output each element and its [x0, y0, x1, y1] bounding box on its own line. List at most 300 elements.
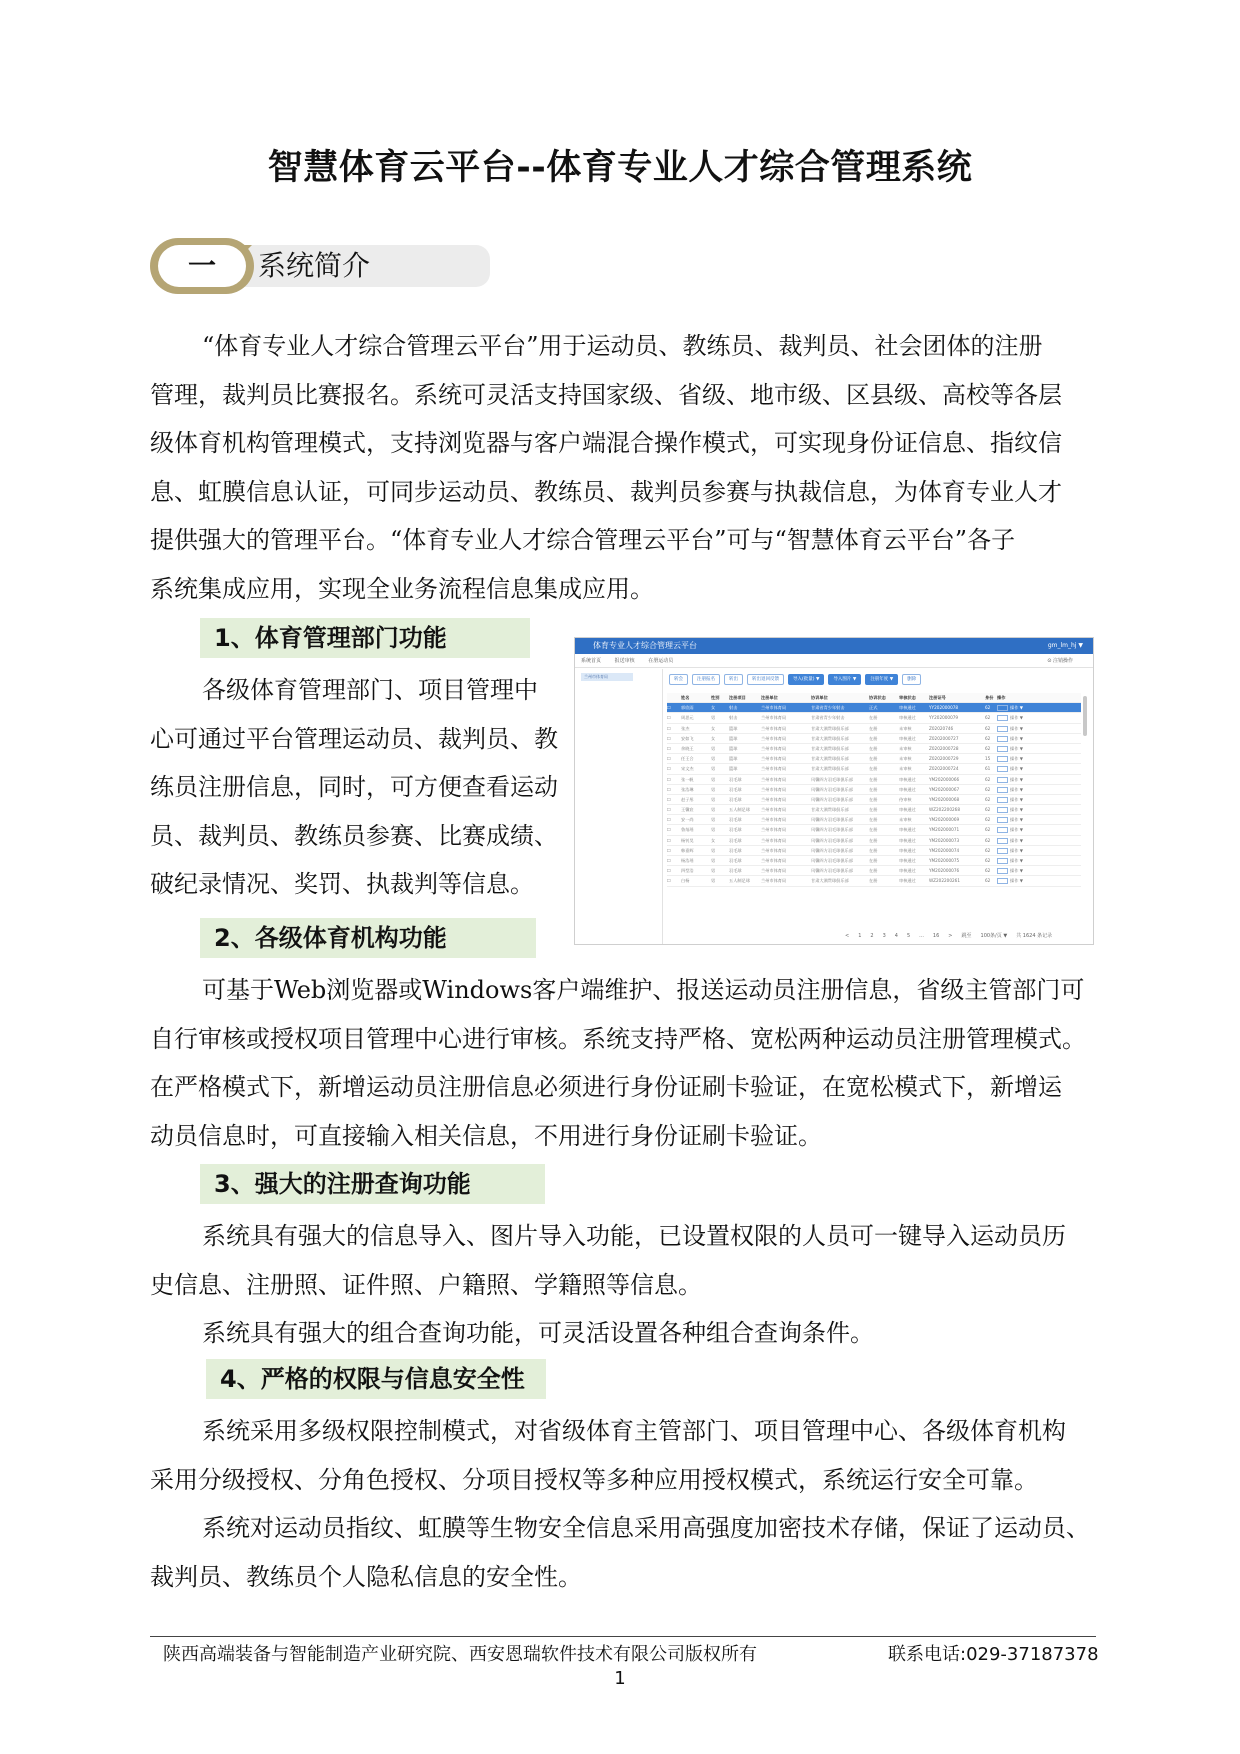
screenshot-op-tag [997, 797, 1008, 803]
screenshot-cell: ☐ [667, 817, 671, 823]
screenshot-cell: 操作 ▼ [997, 754, 1033, 764]
screenshot-cell: 甘肃省青少年射击 [811, 715, 845, 721]
screenshot-cell: 篮球 [729, 745, 738, 751]
screenshot-toolbar-button: 删除 [902, 674, 921, 685]
screenshot-cell: 审核通过 [899, 776, 916, 782]
feature-heading: 1、体育管理部门功能 [200, 618, 530, 658]
screenshot-cell: 羽毛球 [729, 786, 742, 792]
screenshot-cell: 五人制足球 [729, 878, 750, 884]
screenshot-cell: 男 [711, 817, 716, 823]
screenshot-pager-item: 共 1624 条记录 [1016, 933, 1053, 939]
screenshot-cell: Z0202000728 [929, 745, 959, 751]
screenshot-cell: 在册 [869, 868, 878, 874]
section-number: 一 [187, 249, 216, 282]
screenshot-pager-item: ... [919, 933, 924, 939]
screenshot-cell: 甘肃大满贯球俱乐部 [811, 807, 849, 813]
screenshot-table-row [667, 866, 1081, 876]
screenshot-cell: ☐ [667, 745, 671, 751]
screenshot-table-row [667, 876, 1081, 886]
screenshot-op-tag [997, 858, 1008, 864]
screenshot-cell: 正式 [869, 705, 878, 711]
screenshot-cell: 姓名 [681, 695, 690, 700]
intro-line: 管理，裁判员比赛报名。系统可灵活支持国家级、省级、地市级、区县级、高校等各层 [150, 380, 1062, 409]
screenshot-table-row [667, 846, 1081, 856]
screenshot-cell: 兰州市体育局 [761, 786, 787, 792]
screenshot-cell: 62 [985, 847, 991, 853]
screenshot-cell: 62 [985, 868, 991, 874]
screenshot-op-tag [997, 756, 1008, 762]
screenshot-cell: 操作 ▼ [997, 805, 1033, 815]
screenshot-cell: 操作 ▼ [997, 785, 1033, 795]
screenshot-op-tag [997, 827, 1008, 833]
app-screenshot [574, 637, 1094, 945]
screenshot-cell: 甘肃大满贯球俱乐部 [811, 878, 849, 884]
screenshot-cell: 62 [985, 776, 991, 782]
screenshot-cell: 未审核 [899, 817, 912, 823]
screenshot-cell: 在册 [869, 878, 878, 884]
screenshot-cell: 风馨四方羽毛球俱乐部 [811, 796, 853, 802]
screenshot-cell: 男 [711, 776, 716, 782]
screenshot-tabs [575, 654, 1093, 668]
feature-paragraph [150, 1212, 1090, 1358]
screenshot-table-row [667, 754, 1081, 764]
feature-line: 裁判员、教练员个人隐私信息的安全性。 [150, 1562, 582, 1591]
screenshot-op-tag [997, 807, 1008, 813]
screenshot-pager-item: 跳至 [961, 933, 972, 939]
screenshot-op-tag [997, 787, 1008, 793]
screenshot-cell: ☐ [667, 705, 671, 711]
intro-paragraph [150, 322, 1090, 613]
feature-paragraph [150, 1407, 1090, 1601]
screenshot-cell: 协训状态 [869, 695, 886, 700]
screenshot-cell: 62 [985, 796, 991, 802]
screenshot-cell: YY202000078 [929, 705, 959, 711]
screenshot-cell: 操作 ▼ [997, 775, 1033, 785]
screenshot-toolbar [669, 674, 925, 688]
screenshot-cell: 62 [985, 705, 991, 711]
screenshot-cell: 在册 [869, 796, 878, 802]
screenshot-pager-item: 1 [858, 933, 862, 939]
screenshot-cell: 甘肃省青少年射击 [811, 705, 845, 711]
screenshot-cell: YY202000079 [929, 715, 959, 721]
screenshot-cell: Z0202000724 [929, 766, 959, 772]
screenshot-cell: 风馨四方羽毛球俱乐部 [811, 817, 853, 823]
screenshot-cell: 王馨宸 [681, 807, 694, 813]
screenshot-op-tag [997, 817, 1008, 823]
screenshot-table-row [667, 815, 1081, 825]
screenshot-cell: 审核状态 [899, 695, 916, 700]
screenshot-cell: 羽毛球 [729, 817, 742, 823]
screenshot-cell: 操作 ▼ [997, 856, 1033, 866]
screenshot-cell: 在册 [869, 745, 878, 751]
screenshot-cell: ☐ [667, 776, 671, 782]
screenshot-cell: Z0202000727 [929, 735, 959, 741]
screenshot-cell: 羽毛球 [729, 837, 742, 843]
screenshot-cell: 篮球 [729, 756, 738, 762]
screenshot-cell: 甘肃大满贯球俱乐部 [811, 725, 849, 731]
feature-line: 采用分级授权、分角色授权、分项目授权等多种应用授权模式，系统运行安全可靠。 [150, 1465, 1038, 1494]
footer-copyright: 陕西高端装备与智能制造产业研究院、西安恩瑞软件技术有限公司版权所有 [163, 1644, 757, 1665]
screenshot-toolbar-button: 注册报名 [692, 674, 720, 685]
screenshot-cell: 女 [711, 725, 716, 731]
screenshot-table-row [667, 734, 1081, 744]
screenshot-cell: 62 [985, 786, 991, 792]
screenshot-cell: 白杨 [681, 878, 690, 884]
screenshot-cell: 在册 [869, 776, 878, 782]
screenshot-tab: 报送审核 [614, 658, 635, 664]
screenshot-op-tag [997, 868, 1008, 874]
screenshot-cell: 62 [985, 827, 991, 833]
screenshot-cell: YM202000068 [929, 796, 960, 802]
screenshot-table-row [667, 703, 1081, 713]
screenshot-cell: 审核通过 [899, 807, 916, 813]
feature-line: 各级体育管理部门、项目管理中 [202, 676, 538, 704]
feature-line: 系统采用多级权限控制模式，对省级体育主管部门、项目管理中心、各级体育机构 [202, 1417, 1066, 1445]
screenshot-cell: 审核通过 [899, 786, 916, 792]
screenshot-op-tag [997, 777, 1008, 783]
screenshot-cell: 15 [985, 756, 991, 762]
screenshot-table-row [667, 805, 1081, 815]
screenshot-cell: 在册 [869, 766, 878, 772]
screenshot-op-tag [997, 726, 1008, 732]
screenshot-sidebar-item: 兰州市体育局 [581, 673, 633, 681]
screenshot-cell: 审核通过 [899, 878, 916, 884]
screenshot-cell: 风馨四方羽毛球俱乐部 [811, 827, 853, 833]
document-title: 智慧体育云平台--体育专业人才综合管理系统 [267, 148, 973, 188]
screenshot-cell: 兰州市体育局 [761, 878, 787, 884]
screenshot-cell: ☐ [667, 807, 671, 813]
screenshot-cell: 操作 ▼ [997, 876, 1033, 886]
screenshot-pager-item: 4 [894, 933, 898, 939]
screenshot-app-title: 体育专业人才综合管理云平台 [593, 641, 697, 650]
screenshot-pager-item: 5 [906, 933, 911, 939]
screenshot-cell: 张浩琳 [681, 786, 694, 792]
screenshot-cell: 羽毛球 [729, 776, 742, 782]
screenshot-cell: 宋文杰 [681, 766, 694, 772]
screenshot-cell: 兰州市体育局 [761, 827, 787, 833]
screenshot-pager-item: < [845, 933, 850, 939]
screenshot-cell: 羽毛球 [729, 858, 742, 863]
screenshot-cell: 审核通过 [899, 827, 916, 833]
screenshot-cell: 在册 [869, 827, 878, 833]
intro-line: 息、虹膜信息认证，可同步运动员、教练员、裁判员参赛与执裁信息，为体育专业人才 [150, 477, 1062, 506]
screenshot-cell: 郭欣雨 [681, 705, 694, 711]
screenshot-cell: 余晓王 [681, 745, 694, 751]
screenshot-cell: 杨浩瑶 [681, 858, 694, 863]
screenshot-cell: WZ202200261 [929, 878, 960, 884]
screenshot-cell: 操作 ▼ [997, 815, 1033, 825]
screenshot-cell: 61 [985, 766, 991, 772]
screenshot-cell: 未审核 [899, 725, 912, 731]
screenshot-cell: 待审核 [899, 796, 912, 802]
feature-line: 心可通过平台管理运动员、裁判员、教 [150, 724, 558, 753]
intro-line: “体育专业人才综合管理云平台”用于运动员、教练员、裁判员、社会团体的注册 [202, 332, 1043, 360]
feature-line: 练员注册信息，同时，可方便查看运动 [150, 773, 558, 801]
screenshot-cell: 男 [711, 858, 716, 863]
screenshot-user: gm_lm_hj ▼ [1047, 642, 1083, 649]
feature-paragraph [150, 666, 560, 909]
screenshot-cell: 张一帆 [681, 776, 694, 782]
screenshot-cell: 男 [711, 827, 716, 833]
screenshot-cell: 周思元 [681, 715, 694, 721]
screenshot-cell: 在册 [869, 847, 878, 853]
screenshot-cell: 兰州市体育局 [761, 715, 787, 721]
intro-line: 级体育机构管理模式，支持浏览器与客户端混合操作模式，可实现身份证信息、指纹信 [150, 429, 1062, 457]
screenshot-cell: ☐ [667, 725, 671, 731]
screenshot-cell: ☐ [667, 837, 671, 843]
screenshot-cell: ☐ [667, 715, 671, 721]
screenshot-cell: 未审核 [899, 756, 912, 762]
screenshot-cell: 兰州市体育局 [761, 847, 787, 853]
screenshot-cell: 操作 ▼ [997, 734, 1033, 744]
screenshot-cell: 兰州市体育局 [761, 776, 787, 782]
screenshot-cell: 在册 [869, 715, 878, 721]
screenshot-cell: 未审核 [899, 745, 912, 751]
feature-line: 史信息、注册照、证件照、户籍照、学籍照等信息。 [150, 1270, 702, 1299]
screenshot-cell: 未审核 [899, 766, 912, 772]
screenshot-cell: 风馨四方羽毛球俱乐部 [811, 776, 853, 782]
screenshot-cell: 风馨四方羽毛球俱乐部 [811, 868, 853, 874]
screenshot-cell: ☐ [667, 858, 671, 863]
screenshot-cell: YM202000066 [929, 776, 960, 782]
feature-paragraph [150, 966, 1090, 1160]
screenshot-table-header [667, 693, 1081, 703]
screenshot-op-tag [997, 838, 1008, 844]
screenshot-cell: 男 [711, 868, 716, 874]
feature-heading: 4、严格的权限与信息安全性 [206, 1359, 546, 1399]
screenshot-toolbar-button: 注册年度 ▼ [865, 674, 898, 685]
screenshot-pager-item: 3 [882, 933, 886, 939]
intro-line: 系统集成应用，实现全业务流程信息集成应用。 [150, 574, 654, 603]
screenshot-table-row [667, 775, 1081, 785]
screenshot-cell: 操作 ▼ [997, 866, 1033, 876]
screenshot-cell: 甘肃大满贯球俱乐部 [811, 735, 849, 741]
screenshot-cell: YM202000069 [929, 817, 960, 823]
screenshot-cell: 审核通过 [899, 715, 916, 721]
screenshot-table-row [667, 856, 1081, 866]
screenshot-table [667, 693, 1081, 887]
screenshot-cell: 审核通过 [899, 868, 916, 874]
screenshot-cell: 韩嘉辉 [681, 847, 694, 853]
screenshot-cell: 安一尚 [681, 817, 694, 823]
screenshot-toolbar-button: 转会 [669, 674, 688, 685]
screenshot-cell: 兰州市体育局 [761, 735, 787, 741]
screenshot-cell: 62 [985, 837, 991, 843]
feature-line: 自行审核或授权项目管理中心进行审核。系统支持严格、宽松两种运动员注册管理模式。 [150, 1024, 1086, 1053]
screenshot-cell: 兰州市体育局 [761, 705, 787, 711]
screenshot-cell: 62 [985, 745, 991, 751]
screenshot-cell: 女 [711, 705, 716, 711]
screenshot-cell: 审核通过 [899, 735, 916, 741]
screenshot-cell: 兰州市体育局 [761, 756, 787, 762]
screenshot-cell: 注册项目 [729, 695, 746, 700]
screenshot-cell: 注册证号 [929, 695, 946, 700]
screenshot-logout: ⊙ 注销操作 [1047, 658, 1073, 664]
screenshot-cell: YM202000075 [929, 858, 960, 863]
screenshot-table-row [667, 713, 1081, 723]
screenshot-cell: ☐ [667, 756, 671, 762]
screenshot-cell: 甘肃大满贯球俱乐部 [811, 766, 849, 772]
screenshot-cell: ☐ [667, 868, 671, 874]
screenshot-pager-item: 2 [870, 933, 874, 939]
screenshot-cell: 审核通过 [899, 847, 916, 853]
screenshot-cell: YM202000073 [929, 837, 960, 843]
feature-heading: 2、各级体育机构功能 [200, 918, 536, 958]
screenshot-table-row [667, 785, 1081, 795]
screenshot-cell: 男 [711, 786, 716, 792]
screenshot-op-tag [997, 766, 1008, 772]
screenshot-cell: 在册 [869, 786, 878, 792]
screenshot-cell: 协训单位 [811, 695, 828, 700]
screenshot-pagination [845, 932, 1061, 939]
screenshot-cell: Z0202000729 [929, 756, 959, 762]
feature-line: 在严格模式下，新增运动员注册信息必须进行身份证刷卡验证，在宽松模式下，新增运 [150, 1073, 1062, 1101]
screenshot-cell: 男 [711, 715, 716, 721]
screenshot-cell: 女 [711, 735, 716, 741]
screenshot-cell: 篮球 [729, 766, 738, 772]
screenshot-cell: 62 [985, 858, 991, 863]
screenshot-cell: 62 [985, 725, 991, 731]
feature-line: 系统具有强大的信息导入、图片导入功能，已设置权限的人员可一键导入运动员历 [202, 1222, 1066, 1250]
screenshot-cell: 注册单位 [761, 695, 778, 700]
screenshot-cell: 在册 [869, 837, 878, 843]
screenshot-cell: 在册 [869, 807, 878, 813]
screenshot-cell: 审核通过 [899, 837, 916, 843]
screenshot-cell: 羽毛球 [729, 796, 742, 802]
screenshot-cell: 62 [985, 817, 991, 823]
screenshot-pager-item: 16 [932, 933, 940, 939]
screenshot-table-row [667, 764, 1081, 774]
screenshot-cell: 操作 ▼ [997, 846, 1033, 856]
screenshot-op-tag [997, 848, 1008, 854]
screenshot-cell: 男 [711, 847, 716, 853]
screenshot-cell: 射击 [729, 705, 738, 711]
screenshot-cell: ☐ [667, 796, 671, 802]
screenshot-cell: Z02020746 [929, 725, 954, 731]
screenshot-cell: 62 [985, 735, 991, 741]
feature-line: 员、裁判员、教练员参赛、比赛成绩、 [150, 821, 558, 850]
screenshot-cell: ☐ [667, 827, 671, 833]
screenshot-cell: 羽毛球 [729, 868, 742, 874]
screenshot-cell: 兰州市体育局 [761, 796, 787, 802]
screenshot-cell: 男 [711, 766, 716, 772]
screenshot-toolbar-button: 导入图片 ▼ [828, 674, 861, 685]
screenshot-tab: 系统首页 [581, 658, 602, 664]
screenshot-cell: 安如飞 [681, 735, 694, 741]
screenshot-table-row [667, 836, 1081, 846]
feature-line: 系统具有强大的组合查询功能，可灵活设置各种组合查询条件。 [202, 1319, 874, 1347]
screenshot-cell: 操作 ▼ [997, 703, 1033, 713]
section-title: 系统简介 [258, 249, 371, 282]
screenshot-cell: 四型浩 [681, 868, 694, 874]
screenshot-toolbar-button: 转出退回反馈 [747, 674, 784, 685]
screenshot-scrollbar [1083, 696, 1087, 736]
screenshot-cell: 审核通过 [899, 858, 916, 863]
footer-phone: 联系电话:029-37187378 [888, 1644, 1099, 1665]
screenshot-cell: 兰州市体育局 [761, 837, 787, 843]
screenshot-cell: 操作 ▼ [997, 724, 1033, 734]
screenshot-cell: 操作 ▼ [997, 795, 1033, 805]
screenshot-sidebar [575, 669, 663, 945]
screenshot-tab: 在册运动员 [648, 658, 674, 664]
screenshot-cell: 62 [985, 715, 991, 721]
screenshot-cell: YM202000071 [929, 827, 960, 833]
screenshot-cell: 甘肃大满贯球俱乐部 [811, 745, 849, 751]
screenshot-titlebar [575, 638, 1093, 654]
screenshot-cell: 甘肃大满贯球俱乐部 [811, 756, 849, 762]
screenshot-cell: 62 [985, 878, 991, 884]
screenshot-cell: 操作 ▼ [997, 713, 1033, 723]
screenshot-cell: WZ202200268 [929, 807, 960, 813]
page-number: 1 [614, 1668, 626, 1689]
feature-line: 系统对运动员指纹、虹膜等生物安全信息采用高强度加密技术存储，保证了运动员、 [202, 1514, 1090, 1542]
screenshot-cell: 鲁灿瑶 [681, 827, 694, 833]
screenshot-cell: YM202000074 [929, 847, 960, 853]
feature-line: 破纪录情况、奖罚、执裁判等信息。 [150, 870, 534, 898]
screenshot-cell: 62 [985, 807, 991, 813]
screenshot-table-row [667, 825, 1081, 835]
screenshot-pager-item: 100条/页 ▼ [980, 933, 1008, 939]
feature-line: 可基于Web浏览器或Windows客户端维护、报送运动员注册信息，省级主管部门可 [202, 976, 1085, 1004]
screenshot-cell: 风馨四方羽毛球俱乐部 [811, 847, 853, 853]
screenshot-toolbar-button: 导入(批量) ▼ [788, 674, 824, 685]
screenshot-cell: 性别 [711, 695, 720, 700]
screenshot-cell: 男 [711, 878, 716, 884]
screenshot-cell: 在册 [869, 725, 878, 731]
screenshot-cell: 五人制足球 [729, 807, 750, 813]
screenshot-cell: 在册 [869, 858, 878, 863]
screenshot-cell: 风馨四方羽毛球俱乐部 [811, 837, 853, 843]
screenshot-cell: ☐ [667, 847, 671, 853]
screenshot-cell: ☐ [667, 878, 671, 884]
screenshot-cell: 兰州市体育局 [761, 868, 787, 874]
screenshot-cell: 风馨四方羽毛球俱乐部 [811, 786, 853, 792]
screenshot-table-row [667, 744, 1081, 754]
screenshot-pager-item: > [948, 933, 953, 939]
screenshot-cell: 操作 ▼ [997, 836, 1033, 846]
screenshot-table-row [667, 724, 1081, 734]
screenshot-cell: YM202000076 [929, 868, 960, 874]
screenshot-op-tag [997, 878, 1008, 884]
screenshot-cell: 篮球 [729, 725, 738, 731]
screenshot-cell: YM202000067 [929, 786, 960, 792]
screenshot-cell: 在册 [869, 735, 878, 741]
screenshot-cell: 操作 ▼ [997, 825, 1033, 835]
screenshot-cell: 篮球 [729, 735, 738, 741]
screenshot-cell: 身份 [985, 695, 994, 700]
section-header [150, 238, 490, 290]
intro-line: 提供强大的管理平台。“体育专业人才综合管理云平台”可与“智慧体育云平台”各子 [150, 526, 1016, 554]
screenshot-cell: 操作 ▼ [997, 744, 1033, 754]
screenshot-toolbar-button: 转出 [724, 674, 743, 685]
screenshot-op-tag [997, 746, 1008, 752]
screenshot-op-tag [997, 736, 1008, 742]
screenshot-cell: ☐ [667, 766, 671, 772]
screenshot-cell: 在册 [869, 756, 878, 762]
screenshot-cell: 风馨四方羽毛球俱乐部 [811, 858, 853, 863]
screenshot-cell: 男 [711, 807, 716, 813]
screenshot-cell: ☐ [667, 786, 671, 792]
screenshot-cell: 羽毛球 [729, 847, 742, 853]
screenshot-cell: 操作 [997, 695, 1006, 700]
screenshot-cell: 赵子彤 [681, 796, 694, 802]
screenshot-cell: ☐ [667, 735, 671, 741]
screenshot-cell: 兰州市体育局 [761, 807, 787, 813]
screenshot-table-row [667, 795, 1081, 805]
screenshot-cell: 兰州市体育局 [761, 817, 787, 823]
screenshot-cell: 审核通过 [899, 705, 916, 711]
feature-line: 动员信息时，可直接输入相关信息，不用进行身份证刷卡验证。 [150, 1121, 822, 1150]
